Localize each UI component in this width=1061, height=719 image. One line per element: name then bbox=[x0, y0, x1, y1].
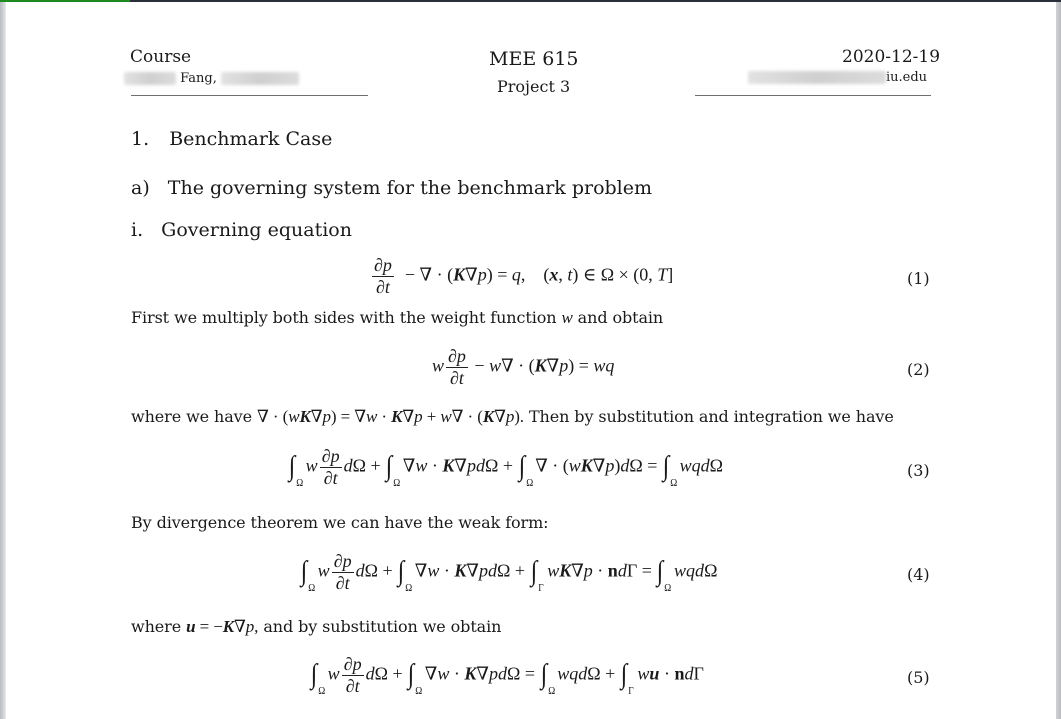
equation-1: $\frac{\partial p}{\partial t}$ − ∇ · (K∇p) = q, (x, t) ∈ Ω × (0, T] bbox=[374, 255, 674, 297]
subsection-number: a) bbox=[131, 177, 150, 199]
header-author bbox=[124, 71, 299, 86]
document-page bbox=[6, 2, 1056, 719]
paragraph-3: By divergence theorem we can have the weak form: bbox=[131, 513, 549, 532]
header-course-label: Course bbox=[130, 47, 192, 67]
equation-number-2: (2) bbox=[907, 360, 930, 379]
equation-number-5: (5) bbox=[907, 668, 930, 687]
paragraph-2: where we have ∇ · (wK∇p) = ∇w · K∇p + w∇ · (K∇p). Then by substitution and integration we have bbox=[131, 407, 894, 426]
header-project-title: Project 3 bbox=[497, 77, 571, 96]
vertical-scrollbar[interactable] bbox=[1056, 2, 1061, 719]
paragraph-1: First we multiply both sides with the weight function w and obtain bbox=[131, 308, 664, 327]
equation-3: ∫ Ω w $\frac{\partial p}{\partial t}$ dΩ + ∫ Ω ∇w · K∇pdΩ + ∫ Ω ∇ · (wK∇p)dΩ = ∫ Ω wqdΩ bbox=[288, 446, 723, 490]
subsubsection-title: Governing equation bbox=[161, 219, 352, 241]
header-course-title: MEE 615 bbox=[489, 48, 579, 70]
header-rule-right bbox=[695, 95, 931, 96]
header-email bbox=[748, 70, 927, 85]
section-title: Benchmark Case bbox=[169, 128, 333, 150]
email-domain: iu.edu bbox=[886, 70, 928, 85]
redacted-email bbox=[748, 71, 886, 84]
redacted-name bbox=[221, 72, 299, 85]
section-number: 1. bbox=[131, 128, 150, 150]
header-rule-left bbox=[131, 95, 368, 96]
section-heading-1 bbox=[131, 128, 332, 150]
subsection-heading-a bbox=[131, 177, 652, 199]
equation-4: ∫ Ω w $\frac{\partial p}{\partial t}$ dΩ + ∫ Ω ∇w · K∇pdΩ + ∫ Γ wK∇p · ndΓ = ∫ Ω wqdΩ bbox=[300, 551, 718, 595]
equation-number-1: (1) bbox=[907, 269, 930, 288]
equation-5: ∫ Ω w $\frac{\partial p}{\partial t}$ dΩ + ∫ Ω ∇w · K∇pdΩ = ∫ Ω wqdΩ + ∫ Γ wu · ndΓ bbox=[310, 654, 704, 698]
redacted-first-name bbox=[124, 72, 176, 85]
subsection-title: The governing system for the benchmark problem bbox=[167, 177, 653, 199]
equation-number-4: (4) bbox=[907, 565, 930, 584]
header-date: 2020-12-19 bbox=[842, 47, 941, 67]
equation-2: w $\frac{\partial p}{\partial t}$ − w∇ · (K∇p) = wq bbox=[432, 346, 615, 388]
author-surname: Fang, bbox=[180, 71, 217, 86]
subsubsection-number: i. bbox=[131, 219, 144, 241]
paragraph-4: where u = −K∇p, and by substitution we obtain bbox=[131, 617, 502, 636]
equation-number-3: (3) bbox=[907, 461, 930, 480]
subsubsection-heading-i bbox=[131, 219, 352, 241]
